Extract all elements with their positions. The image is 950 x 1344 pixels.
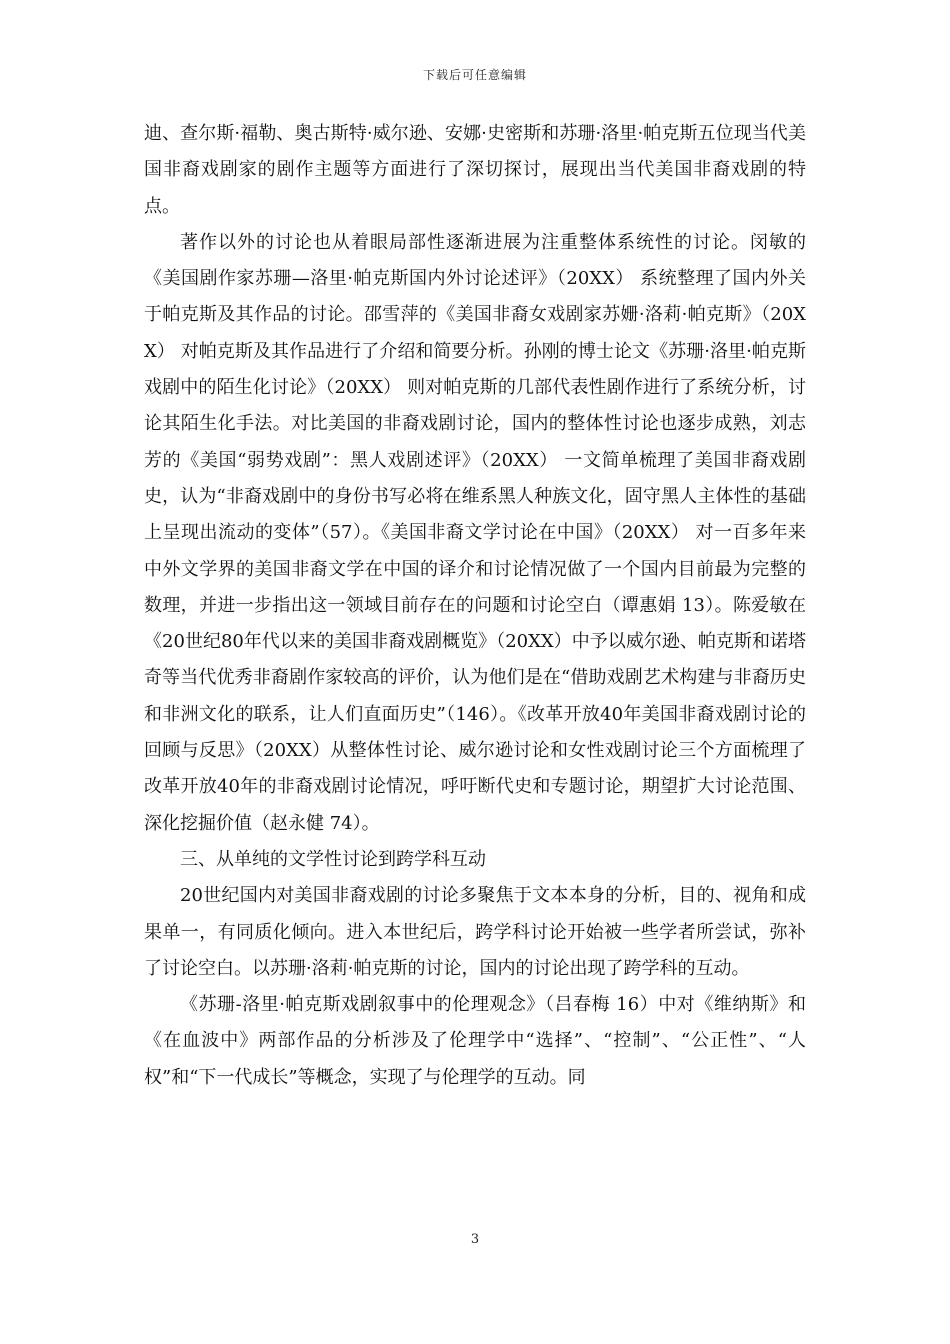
paragraph-ethics: 《苏珊-洛里·帕克斯戏剧叙事中的伦理观念》（吕春梅 16）中对《维纳斯》和《在血波中》两部作品的分析涉及了伦理学中“选择”、“控制”、“公正性”、“人权”和“下一代成长”等概念，实现了与伦理学的互动。同 <box>144 994 806 1088</box>
page-number: 3 <box>470 1232 480 1247</box>
page-header: 下载后可任意编辑 <box>422 68 527 82</box>
paragraph-continuation: 迪、查尔斯·福勒、奥古斯特·威尔逊、安娜·史密斯和苏珊·洛里·帕克斯五位现当代美国非裔戏剧家的剧作主题等方面进行了深切探讨，展现出当代美国非裔戏剧的特点。 <box>144 123 806 217</box>
paragraph-interdisciplinary: 20世纪国内对美国非裔戏剧的讨论多聚焦于文本本身的分析，目的、视角和成果单一，有同质化倾向。进入本世纪后，跨学科讨论开始被一些学者所尝试，弥补了讨论空白。以苏珊·洛莉·帕克斯的讨论，国内的讨论出现了跨学科的互动。 <box>144 885 806 979</box>
paragraph-literature-review: 著作以外的讨论也从着眼局部性逐渐进展为注重整体系统性的讨论。闵敏的《美国剧作家苏珊—洛里·帕克斯国内外讨论述评》（20XX） 系统整理了国内外关于帕克斯及其作品的讨论。邵雪萍的《美国非裔女戏剧家苏姗·洛莉·帕克斯》（20XX） 对帕克斯及其作品进行了介绍和简要分析。孙刚的博士论文《苏珊·洛里·帕克斯戏剧中的陌生化讨论》（20XX） 则对帕克斯的几部代表性剧作进行了系统分析，讨论其陌生化手法。对比美国的非裔戏剧讨论，国内的整体性讨论也逐步成熟，刘志芳的《美国“弱势戏剧”：黑人戏剧述评》（20XX） 一文简单梳理了美国非裔戏剧史，认为“非裔戏剧中的身份书写必将在维系黑人种族文化，固守黑人主体性的基础上呈现出流动的变体”（57）。《美国非裔文学讨论在中国》（20XX） 对一百多年来中外文学界的美国非裔文学在中国的译介和讨论情况做了一个国内目前最为完整的数理，并进一步指出这一领域目前存在的问题和讨论空白（谭惠娟 13）。陈爱敏在《20世纪80年代以来的美国非裔戏剧概览》（20XX）中予以威尔逊、帕克斯和诺塔奇等当代优秀非裔剧作家较高的评价，认为他们是在“借助戏剧艺术构建与非裔历史和非洲文化的联系，让人们直面历史”（146）。《改革开放40年美国非裔戏剧讨论的回顾与反思》（20XX）从整体性讨论、威尔逊讨论和女性戏剧讨论三个方面梳理了改革开放40年的非裔戏剧讨论情况，呼吁断代史和专题讨论，期望扩大讨论范围、深化挖掘价值（赵永健 74）。 <box>144 231 806 834</box>
section-heading: 三、从单纯的文学性讨论到跨学科互动 <box>180 848 486 870</box>
body-text <box>144 116 806 1096</box>
